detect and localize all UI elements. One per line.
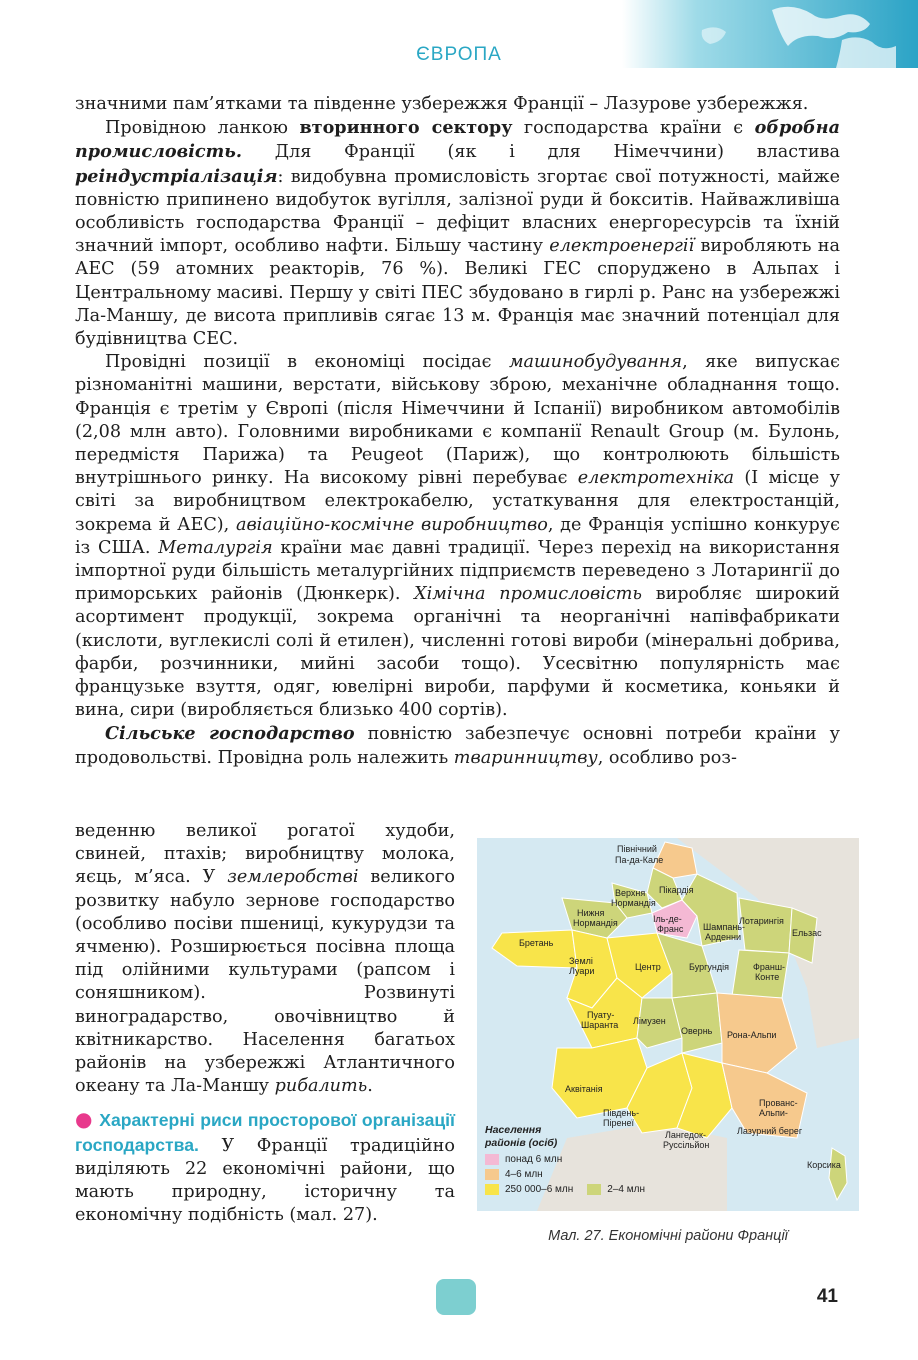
subheading: Характерні риси просторової організації господарства. (75, 1110, 456, 1155)
term-bold-italic: Сільське господарство (105, 723, 355, 745)
map-label: Лотарингія (739, 916, 784, 926)
term-bold-italic: обробна промисловість. (75, 117, 840, 163)
term-bold: вторинного сектору (299, 117, 513, 139)
map-label: Лімузен (633, 1016, 666, 1026)
narrow-text-column (75, 820, 455, 1227)
text-run: країни має давні традиції. Через перехід на використання імпортної руди більшість металургійних підприємств переведено з Лотарингії до приморських районів (Дюнкерк). (75, 537, 840, 605)
map-label: Альпи- (759, 1108, 788, 1118)
term-italic: авіаційно-космічне виробництво (235, 514, 548, 535)
legend-label: 250 000–6 млн (505, 1184, 574, 1196)
text-run: . (367, 1076, 373, 1097)
legend-item (485, 1154, 695, 1165)
text-run: , яке випускає різноманітні машини, верстати, військову зброю, механічне обладнання тощо. Франція є третім у Європі (після Німеччини й Іспанії) виробником автомобілів (2,08 млн авто). Головними виробниками є компанії Renault Group (м. Булонь, передмістя Парижа) та Peugeot (Париж), що контролюють більшість внутрішнього ринку. На високому рівні перебуває (75, 352, 841, 489)
term-italic: електротехніка (577, 468, 735, 489)
map-label: Аквітанія (565, 1084, 603, 1094)
map-label: Північний (617, 844, 657, 854)
text-run: (I місце у світі за виробництвом електрокабелю, устаткування для електростанцій, зокрема й АЕС), (75, 468, 840, 535)
term-bold-italic: реіндустріалізація (75, 165, 278, 187)
map-label: Іль-де- (653, 914, 682, 924)
map-label: Центр (635, 962, 661, 972)
legend-label: 4–6 млн (505, 1169, 543, 1181)
page-tab-decoration (436, 1279, 476, 1315)
paragraph-spatial-organization (75, 1108, 455, 1227)
map-label: Лангедок- (665, 1130, 706, 1140)
legend-item (485, 1169, 695, 1180)
legend-swatch (485, 1184, 499, 1195)
map-label: Прованс- (759, 1098, 798, 1108)
term-italic: рибалить (274, 1076, 368, 1097)
text-run: Провідною ланкою (105, 118, 300, 139)
paragraph-agriculture-continued (75, 820, 455, 1098)
map-label: Шаранта (581, 1020, 619, 1030)
map-label: Нормандія (573, 918, 618, 928)
map-label: Корсика (807, 1160, 841, 1170)
map-label: Луари (569, 966, 595, 976)
legend-subtitle: районів (осіб) (485, 1137, 558, 1149)
map-label: Франш- (753, 962, 786, 972)
text-run: Провідні позиції в економіці посідає (105, 352, 509, 373)
legend-swatch (587, 1184, 601, 1195)
text-run: великого розвитку набуло зернове господарство (особливо посіви пшениці, кукурудзи та ячменю). Розширюється посівна площа під олійними культурами (рапсом і соняшником). Розвинуті виноградарство, овочівництво й квітникарство. Населення багатьох районів на узбережжі Атлантичного океану та Ла-Маншу (75, 867, 455, 1097)
legend-title: Населення (485, 1124, 542, 1136)
term-italic: тваринництву (453, 747, 598, 768)
text-run: У Франції традиційно виділяють 22 економічні райони, що мають природну, історичну та економічну подібність (мал. 27). (75, 1135, 455, 1226)
figure-caption: Мал. 27. Економічні райони Франції (548, 1228, 788, 1244)
map-label: Лазурний берег (737, 1126, 803, 1136)
map-label: Рона-Альпи (727, 1030, 777, 1040)
legend-item (485, 1184, 695, 1195)
text-run: : видобувна промисловість згортає свої потужності, майже повністю припинено видобуток вугілля, залізної руди й бокситів. Найважливіша особливість господарства Франції – дефіцит власних енергоресурсів та їхній значний імпорт, особливо нафти. Більшу частину (75, 166, 840, 257)
map-label: Руссільйон (663, 1140, 710, 1150)
map-label: Франс (657, 924, 684, 934)
bullet-icon: ● (75, 1107, 94, 1132)
term-italic: електроенергії (549, 236, 695, 257)
text-run: повністю забезпечує основні потреби країни у продовольстві. Провідна роль належить (75, 724, 840, 768)
map-label: Землі (569, 956, 593, 966)
text-run: , де Франція успішно конкурує із США. (75, 514, 840, 558)
legend-swatch (485, 1169, 499, 1180)
map-label: Бретань (519, 938, 554, 948)
map-label: Конте (755, 972, 780, 982)
main-text-block (75, 93, 840, 770)
term-italic: машинобудування (508, 352, 683, 373)
term-italic: Хімічна промисловість (414, 584, 642, 605)
map-label: Овернь (681, 1026, 713, 1036)
paragraph-machinery (75, 351, 840, 722)
text-run: виробляють на АЕС (59 атомних реакторів, 76 %). Великі ГЕС споруджено в Альпах і Центральному масиві. Першу у світі ПЕС збудовано в гирлі р. Ранс на узбережжі Ла-Маншу, де висота припливів сягає 13 м. Франція має значний потенціал для будівництва СЕС. (75, 236, 840, 350)
map-label: Па-да-Кале (615, 855, 664, 865)
section-header: ЄВРОПА (416, 44, 502, 65)
legend-label: понад 6 млн (505, 1154, 563, 1166)
paragraph-continuation: значними пам’ятками та південне узбережжя Франції – Лазурове узбережжя. (75, 94, 809, 114)
text-run: веденню великої рогатої худоби, свиней, птахів; виробництву молока, яєць, м’яса. У (75, 821, 455, 888)
text-run: виробляє широкий асортимент продукції, зокрема органічні та неорганічні напівфабрикати (кислоти, вуглекислі солі й етилен), численні готові вироби (мінеральні добрива, фарби, розчинники, мийні засоби тощо). Усесвітню популярність має французьке взуття, одяг, ювелірні вироби, парфуми й косметика, коньяки й вина, сири (виробляється близько 400 сортів). (75, 584, 841, 721)
map-label: Верхня (615, 888, 646, 898)
text-run: Для Франції (як і для Німеччини) властива (241, 142, 840, 163)
page-number: 41 (816, 1286, 838, 1307)
text-run: господарства країни є (512, 118, 755, 139)
map-label: Південь- (603, 1108, 640, 1118)
map-label: Пікардія (659, 885, 694, 895)
term-italic: землеробстві (227, 867, 359, 888)
map-label: Шампань- (703, 922, 745, 932)
map-label: Арденни (705, 932, 742, 942)
term-italic: Металургія (158, 537, 273, 558)
france-economic-regions-map (477, 838, 859, 1211)
map-label: Пуату- (587, 1010, 615, 1020)
text-run: , особливо роз- (597, 747, 737, 768)
map-label: Нормандія (611, 898, 656, 908)
map-legend (485, 1124, 695, 1195)
legend-label: 2–4 млн (607, 1184, 645, 1196)
map-label: Піренеї (603, 1118, 634, 1128)
legend-swatch (485, 1154, 499, 1165)
map-label: Бургундія (689, 962, 729, 972)
paragraph-secondary-sector (75, 116, 840, 351)
paragraph-agriculture (75, 722, 840, 769)
map-label: Нижня (577, 908, 605, 918)
map-label: Ельзас (792, 928, 822, 938)
